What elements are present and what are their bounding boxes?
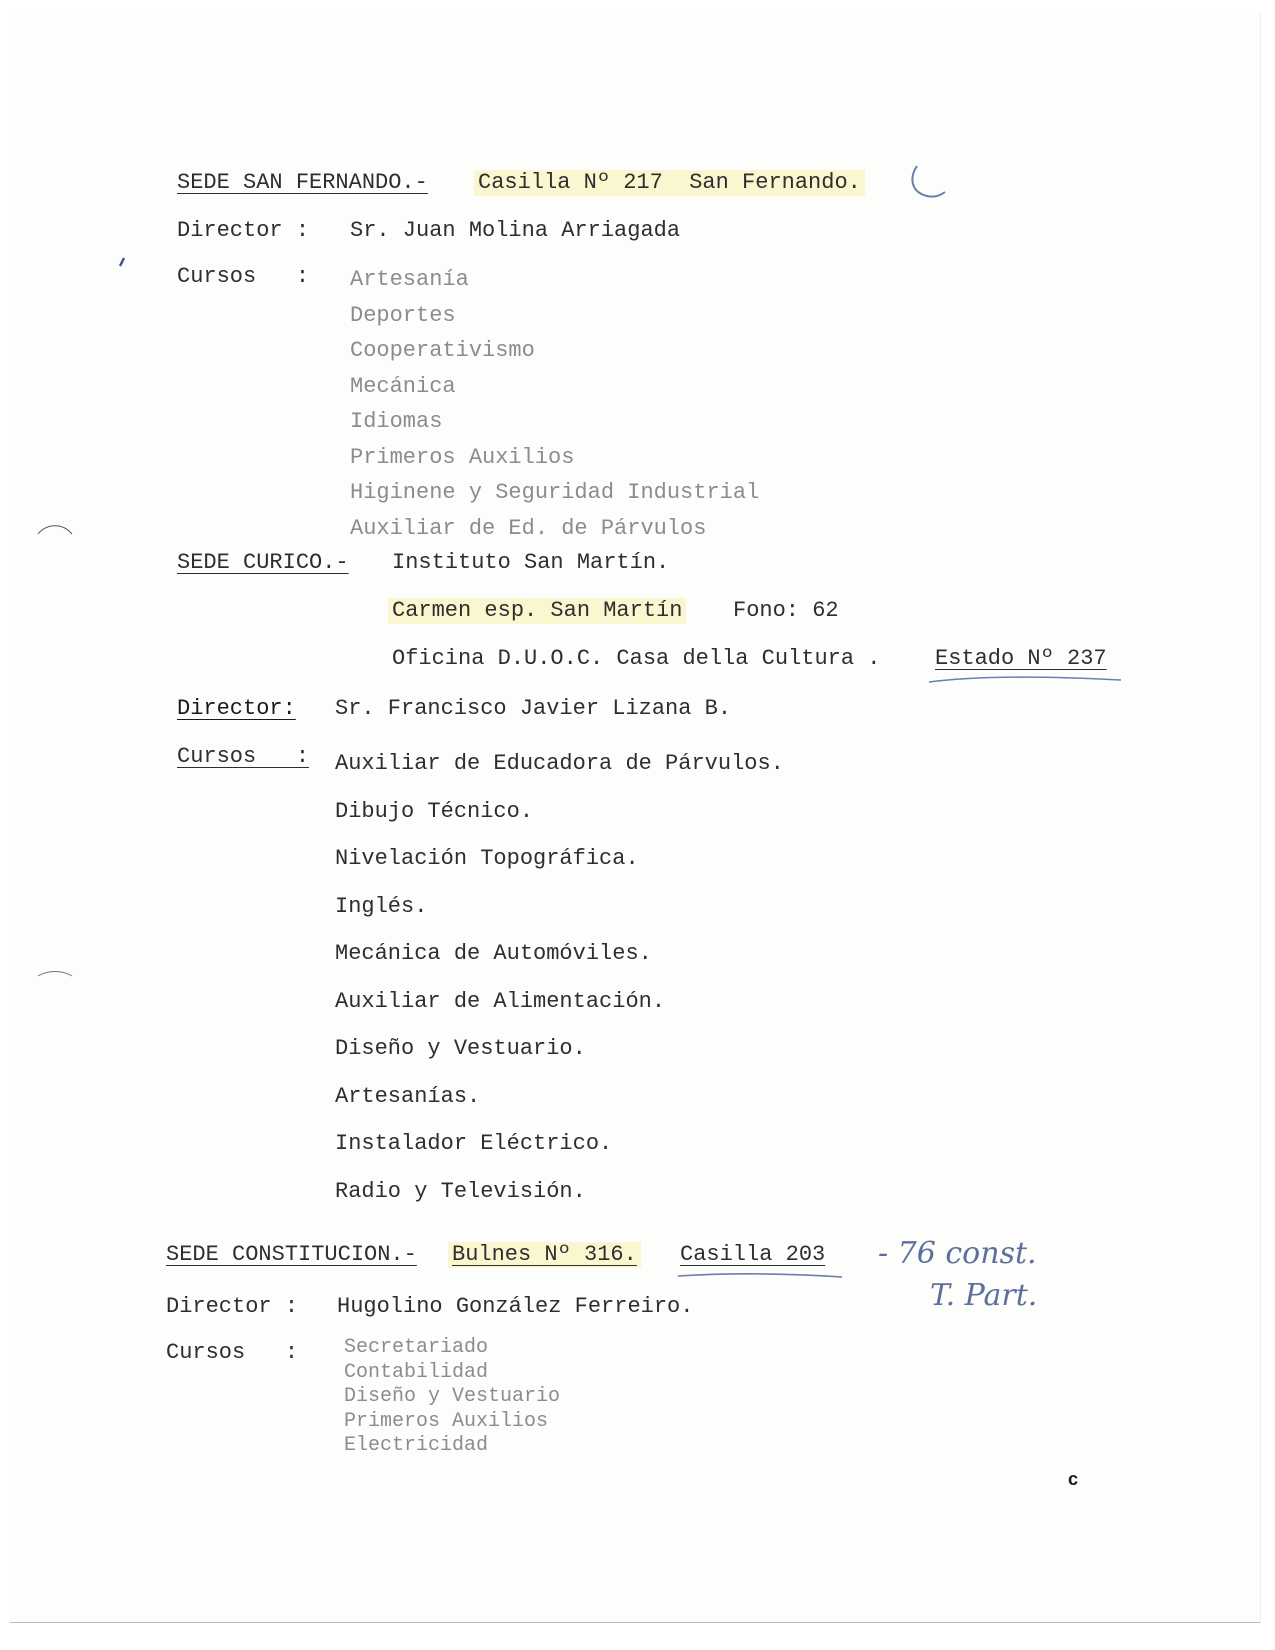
list-item: Cooperativismo <box>350 338 535 363</box>
sede-curico-address-3-extra: Estado Nº 237 <box>935 646 1107 671</box>
list-item: Instalador Eléctrico. <box>335 1131 613 1156</box>
list-item: Inglés. <box>335 893 428 919</box>
list-item: Nivelación Topográfica. <box>335 846 639 871</box>
list-item: Contabilidad <box>344 1360 489 1384</box>
list-item: Idiomas <box>350 409 443 434</box>
sede-curico-cursos-list <box>335 740 784 1215</box>
sede-san-fernando-director-name: Sr. Juan Molina Arriagada <box>350 218 681 243</box>
list-item: Dibujo Técnico. <box>335 798 534 824</box>
list-item: Secretariado <box>344 1336 489 1359</box>
sede-curico-heading: SEDE CURICO.- <box>177 550 349 575</box>
list-item: Higinene y Seguridad Industrial <box>350 480 760 505</box>
sede-curico-address-1: Instituto San Martín. <box>392 550 670 575</box>
sede-curico-director-name: Sr. Francisco Javier Lizana B. <box>335 696 732 721</box>
sede-constitucion-cursos-label: Cursos : <box>166 1340 299 1365</box>
sede-curico-address-2: Carmen esp. San Martín <box>388 598 686 624</box>
list-item: Mecánica de Automóviles. <box>335 941 652 966</box>
list-item: Electricidad <box>344 1434 489 1457</box>
list-item: Auxiliar de Educadora de Párvulos. <box>335 751 784 776</box>
list-item: Diseño y Vestuario. <box>335 1036 586 1061</box>
sede-constitucion-director-name: Hugolino González Ferreiro. <box>337 1294 694 1319</box>
sede-san-fernando-cursos-label: Cursos : <box>177 264 310 289</box>
sede-curico-cursos-label: Cursos : <box>177 744 310 769</box>
list-item: Artesanía <box>350 267 469 292</box>
punch-hole-mark <box>36 964 76 984</box>
sede-constitucion-director-label: Director : <box>166 1294 299 1319</box>
list-item: Primeros Auxilios <box>350 444 575 470</box>
list-item: Auxiliar de Ed. de Párvulos <box>350 515 707 541</box>
list-item: Artesanías. <box>335 1083 481 1109</box>
list-item: Primeros Auxilios <box>344 1409 549 1433</box>
sede-san-fernando-cursos-list <box>350 262 759 546</box>
pen-underline-mark <box>925 672 1125 688</box>
list-item: Mecánica <box>350 373 456 399</box>
pen-underline-mark <box>676 1270 846 1282</box>
list-item: Deportes <box>350 302 456 328</box>
list-item: Diseño y Vestuario <box>344 1385 561 1408</box>
sede-constitucion-address: Bulnes Nº 316. <box>448 1242 641 1268</box>
sede-san-fernando-director-label: Director : <box>177 218 310 243</box>
sede-curico-address-3: Oficina D.U.O.C. Casa della Cultura . <box>392 646 881 671</box>
sede-constitucion-heading: SEDE CONSTITUCION.- <box>166 1242 417 1267</box>
list-item: Radio y Televisión. <box>335 1178 586 1204</box>
sede-san-fernando-address: Casilla Nº 217 San Fernando. <box>474 170 865 196</box>
punch-hole-mark <box>36 520 76 540</box>
page-letter: c <box>1068 1469 1079 1489</box>
sede-curico-director-label: Director: <box>177 696 296 721</box>
handwritten-note-line-1: - 76 const. <box>878 1236 1037 1271</box>
list-item: Auxiliar de Alimentación. <box>335 988 666 1014</box>
sede-curico-phone: Fono: 62 <box>733 598 839 623</box>
sede-constitucion-cursos-list <box>344 1335 560 1458</box>
sede-constitucion-casilla: Casilla 203 <box>680 1242 826 1267</box>
sede-san-fernando-heading: SEDE SAN FERNANDO.- <box>177 170 428 195</box>
pen-check-mark <box>905 162 949 202</box>
ink-speck <box>116 256 128 270</box>
handwritten-note-line-2: T. Part. <box>930 1278 1038 1313</box>
